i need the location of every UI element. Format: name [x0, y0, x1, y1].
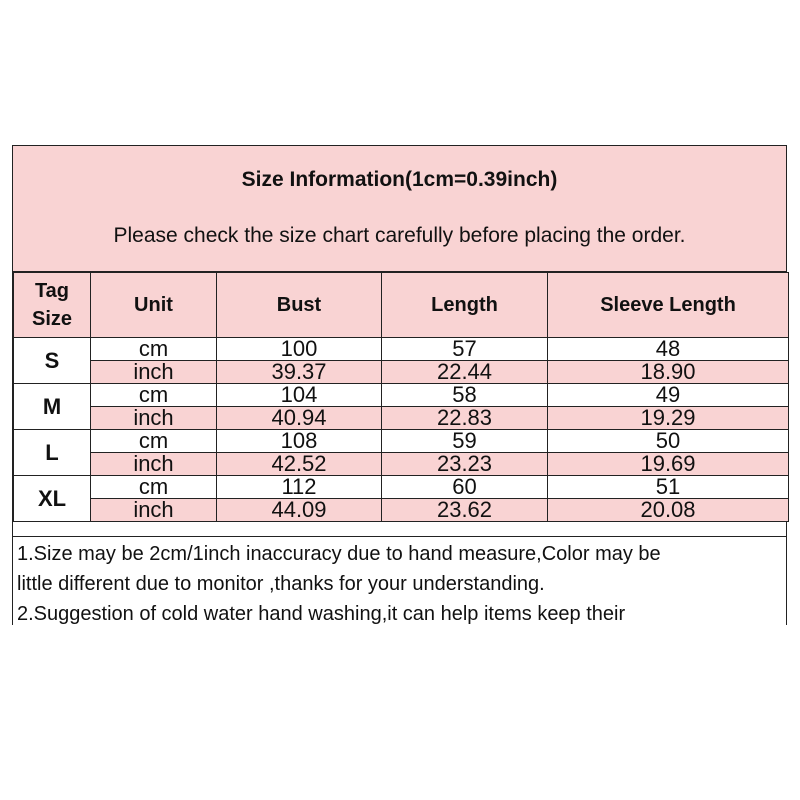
table-row	[14, 384, 789, 407]
size-chart-header	[13, 146, 786, 272]
length-cell: 60	[382, 476, 548, 499]
size-label: XL	[14, 476, 91, 522]
column-header-bust: Bust	[217, 273, 382, 338]
size-table	[13, 272, 789, 522]
length-cell: 23.62	[382, 499, 548, 522]
size-chart	[12, 145, 787, 625]
note-line: 1.Size may be 2cm/1inch inaccuracy due to hand measure,Color may be	[17, 543, 661, 565]
unit-cell: inch	[91, 453, 217, 476]
tag-label-line2: Size	[31, 308, 73, 330]
length-cell: 59	[382, 430, 548, 453]
size-label: L	[14, 430, 91, 476]
bust-cell: 42.52	[217, 453, 382, 476]
length-cell: 23.23	[382, 453, 548, 476]
bust-cell: 40.94	[217, 407, 382, 430]
sleeve-length-cell: 49	[548, 384, 789, 407]
unit-cell: cm	[91, 384, 217, 407]
note-line: 2.Suggestion of cold water hand washing,it can help items keep their	[17, 603, 626, 625]
sleeve-length-cell: 48	[548, 338, 789, 361]
sleeve-length-cell: 19.29	[548, 407, 789, 430]
sleeve-length-cell: 50	[548, 430, 789, 453]
sleeve-length-cell: 20.08	[548, 499, 789, 522]
unit-cell: inch	[91, 407, 217, 430]
note-line: little different due to monitor ,thanks for your understanding.	[17, 573, 545, 595]
page-subtitle: Please check the size chart carefully before placing the order.	[113, 224, 686, 247]
unit-cell: inch	[91, 499, 217, 522]
bust-cell: 39.37	[217, 361, 382, 384]
table-row	[14, 453, 789, 476]
table-header-row	[14, 273, 789, 338]
table-row	[14, 476, 789, 499]
bust-cell: 112	[217, 476, 382, 499]
notes-section	[13, 536, 786, 626]
length-cell: 58	[382, 384, 548, 407]
table-row	[14, 361, 789, 384]
bust-cell: 100	[217, 338, 382, 361]
column-header-unit: Unit	[91, 273, 217, 338]
column-header-sleeve-length: Sleeve Length	[548, 273, 789, 338]
unit-cell: cm	[91, 338, 217, 361]
table-row	[14, 430, 789, 453]
column-header-tag-size	[14, 273, 91, 338]
sleeve-length-cell: 18.90	[548, 361, 789, 384]
bust-cell: 104	[217, 384, 382, 407]
table-row	[14, 499, 789, 522]
bust-cell: 108	[217, 430, 382, 453]
size-label: M	[14, 384, 91, 430]
length-cell: 57	[382, 338, 548, 361]
unit-cell: cm	[91, 430, 217, 453]
sleeve-length-cell: 51	[548, 476, 789, 499]
length-cell: 22.83	[382, 407, 548, 430]
length-cell: 22.44	[382, 361, 548, 384]
page-title: Size Information(1cm=0.39inch)	[241, 168, 558, 191]
sleeve-length-cell: 19.69	[548, 453, 789, 476]
unit-cell: inch	[91, 361, 217, 384]
tag-label-line1: Tag	[34, 280, 70, 302]
unit-cell: cm	[91, 476, 217, 499]
table-row	[14, 407, 789, 430]
bust-cell: 44.09	[217, 499, 382, 522]
size-table-body	[14, 338, 789, 522]
column-header-length: Length	[382, 273, 548, 338]
size-label: S	[14, 338, 91, 384]
table-row	[14, 338, 789, 361]
